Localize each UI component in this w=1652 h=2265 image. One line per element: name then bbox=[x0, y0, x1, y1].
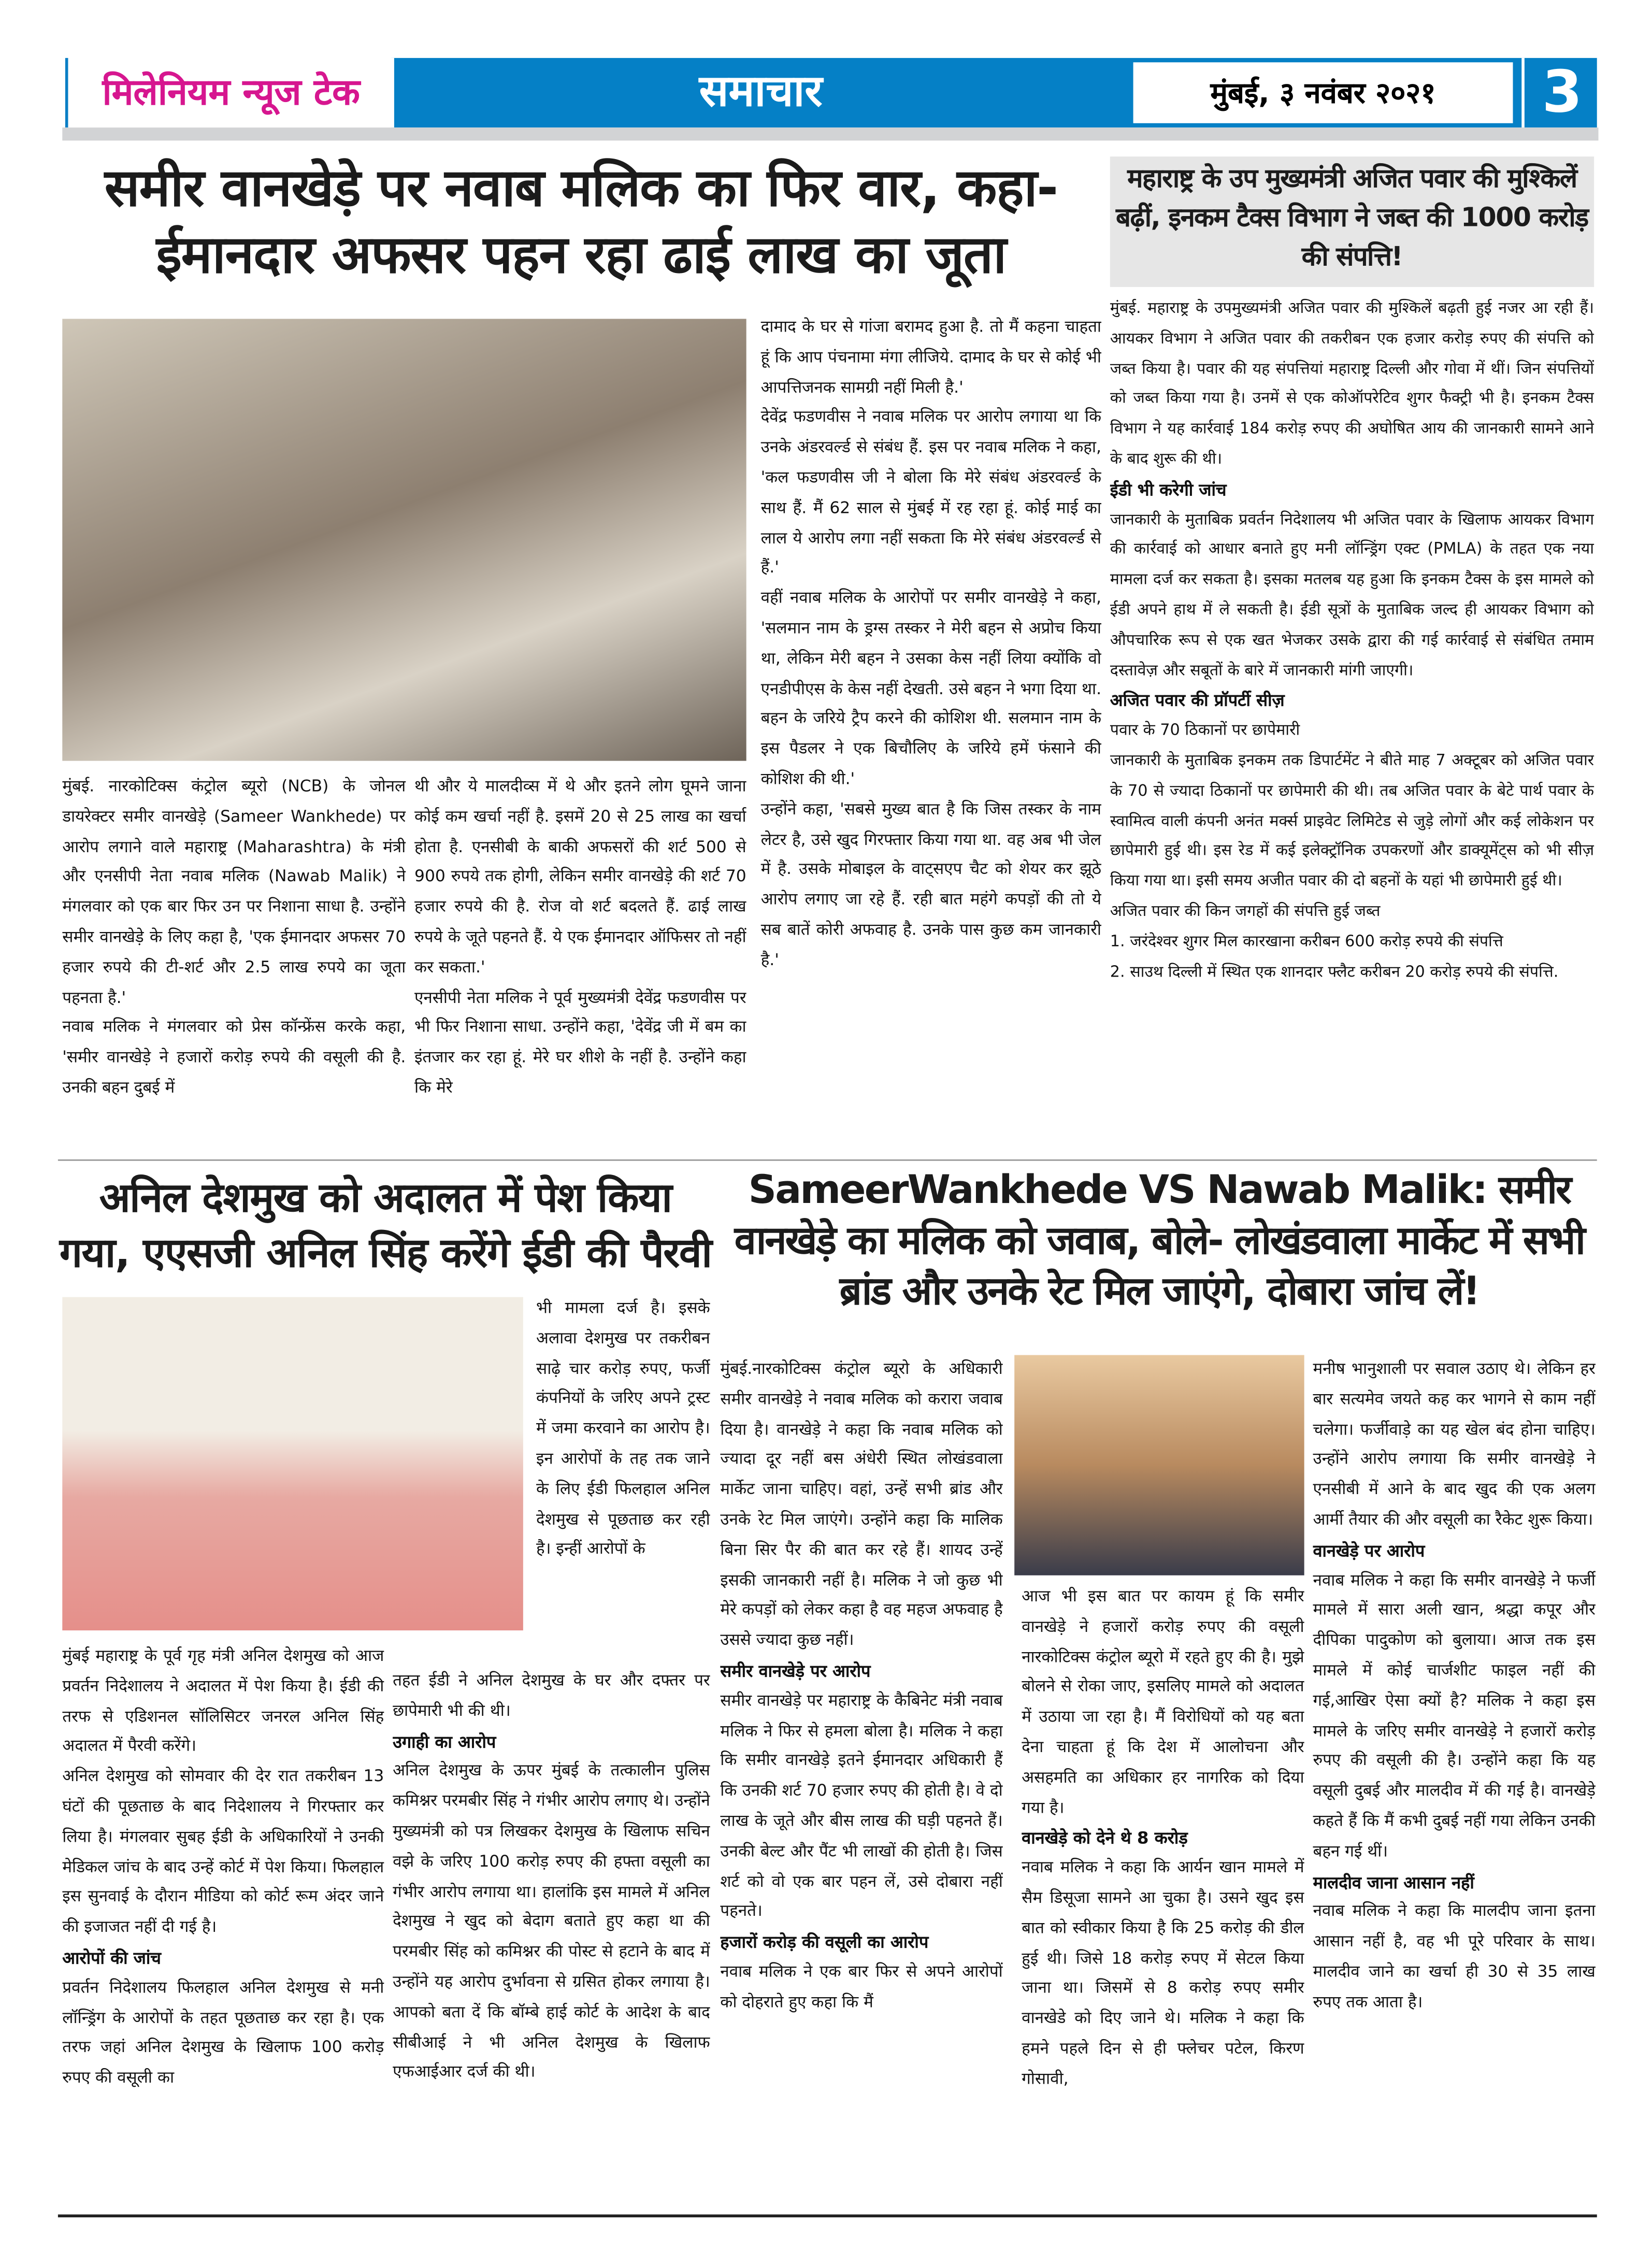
paragraph: पवार के 70 ठिकानों पर छापेमारी bbox=[1110, 720, 1300, 740]
article2-side-column bbox=[536, 1294, 710, 1665]
bottom-rule bbox=[58, 2214, 1597, 2217]
sidebar-headline: महाराष्ट्र के उप मुख्यमंत्री अजित पवार की मुश्किलें बढ़ीं, इनकम टैक्स विभाग ने जब्त की 1000 करोड़ की संपत्ति! bbox=[1110, 156, 1594, 287]
page-number: 3 bbox=[1521, 58, 1600, 127]
paragraph: मुंबई. महाराष्ट्र के उपमुख्यमंत्री अजित पवार की मुश्किलें बढ़ती हुई नजर आ रही हैं। आयकर विभाग ने अजित पवार की तकरीबन एक हजार करोड़ रुपए की संपत्ति को जब्त किया है। पवार की यह संपत्तियां महाराष्ट्र दिल्ली और गोवा में थीं। जिन संपत्तियों को जब्त किया गया है। उनमें से एक कोऑपरेटिव शुगर फैक्ट्री भी है। इनकम टैक्स विभाग ने यह कार्रवाई 184 करोड़ रुपए की अघोषित आय की जानकारी सामने आने के बाद शुरू की थी। bbox=[1110, 298, 1594, 468]
article1-column-3 bbox=[761, 313, 1101, 1156]
subheading: उगाही का आरोप bbox=[393, 1731, 496, 1752]
paragraph: प्रवर्तन निदेशालय फिलहाल अनिल देशमुख से मनी लॉन्ड्रिंग के आरोपों के तहत पूछताछ कर रहा है। एक तरफ जहां अनिल देशमुख के खिलाफ 100 करोड़ रुपए की वसूली का bbox=[62, 1977, 384, 2087]
paragraph: आज भी इस बात पर कायम हूं कि समीर वानखेड़े ने हजारों करोड़ रुपए की वसूली नारकोटिक्स कंट्रोल ब्यूरो में रहते हुए की है। मुझे बोलने से रोका जाए, इसलिए मामले को अदालत में उठाया जा रहा है। मैं विरोधियों को यह बता देना चाहता हूं कि देश में आलोचना और असहमति का अधिकार हर नागरिक को दिया गया है। bbox=[1022, 1587, 1304, 1817]
paragraph: 2. साउथ दिल्ली में स्थित एक शानदार फ्लैट करीबन 20 करोड़ रुपये की संपत्ति. bbox=[1110, 962, 1559, 981]
paragraph: मुंबई. नारकोटिक्स कंट्रोल ब्यूरो (NCB) के जोनल डायरेक्टर समीर वानखेड़े (Sameer Wankhede) पर आरोप लगाने वाले महाराष्ट्र (Maharashtra) के मंत्री और एनसीपी नेता नवाब मलिक (Nawab Malik) ने मंगलवार को एक बार फिर उन पर निशाना साधा है. उन्होंने समीर वानखेड़े के लिए कहा है, 'एक ईमानदार अफसर 70 हजार रुपये की टी-शर्ट और 2.5 लाख रुपये का जूता पहनता है.' bbox=[62, 777, 406, 1007]
paragraph: नवाब मलिक ने कहा कि मालदीप जाना इतना आसान नहीं है, वह भी पूरे परिवार के साथ। मालदीव जाने का खर्चा ही 30 से 35 लाख रुपए तक आता है। bbox=[1313, 1902, 1596, 2012]
article3-headline: SameerWankhede VS Nawab Malik: समीर वानखेड़े का मलिक को जवाब, बोले- लोखंडवाला मार्केट में सभी ब्रांड और उनके रेट मिल जाएंगे, दोबारा जांच लें! bbox=[734, 1168, 1585, 1315]
section-title: समाचार bbox=[699, 66, 823, 118]
paragraph: मनीष भानुशाली पर सवाल उठाए थे। लेकिन हर बार सत्यमेव जयते कह कर भागने से काम नहीं चलेगा। फर्जीवाड़े का यह खेल बंद होना चाहिए। उन्होंने आरोप लगाया कि समीर वानखेड़े ने एनसीबी में आने के बाद खुद की एक अलग आर्मी तैयार की और वसूली का रैकेट शुरू किया। bbox=[1313, 1359, 1596, 1529]
article3-column-3 bbox=[1313, 1355, 1595, 2210]
article2-photo bbox=[62, 1297, 523, 1630]
article1-column-1 bbox=[62, 772, 406, 1152]
article3-column-1 bbox=[720, 1355, 1002, 2210]
section-divider bbox=[58, 1159, 1597, 1161]
subheading: वानखेड़े पर आरोप bbox=[1313, 1540, 1425, 1561]
paragraph: अनिल देशमुख के ऊपर मुंबई के तत्कालीन पुलिस कमिश्नर परमबीर सिंह ने गंभीर आरोप लगाए थे। उन्होंने मुख्यमंत्री को पत्र लिखकर देशमुख के खिलाफ सचिन वझे के जरिए 100 करोड़ रुपए की हफ्ता वसूली का गंभीर आरोप लगाया था। हालांकि इस मामले में अनिल देशमुख ने खुद को बेदाग बताते हुए कहा था की परमबीर सिंह को कमिश्नर की पोस्ट से हटाने के बाद में उन्होंने यह आरोप दुर्भावना से ग्रसित होकर लगाया है। आपको बता दें कि बॉम्बे हाई कोर्ट के आदेश के बाद सीबीआई ने भी अनिल देशमुख के खिलाफ एफआईआर दर्ज की थी। bbox=[393, 1761, 710, 2082]
paragraph: भी मामला दर्ज है। इसके अलावा देशमुख पर तकरीबन साढ़े चार करोड़ रुपए, फर्जी कंपनियों के जरिए अपने ट्रस्ट में जमा करवाने का आरोप है। इन आरोपों के तह तक जाने के लिए ईडी फिलहाल अनिल देशमुख से पूछताछ कर रही है। इन्हीं आरोपों के bbox=[536, 1298, 710, 1559]
paragraph: मुंबई महाराष्ट्र के पूर्व गृह मंत्री अनिल देशमुख को आज प्रवर्तन निदेशालय ने अदालत में पेश किया है। ईडी की तरफ से एडिशनल सॉलिसिटर जनरल अनिल सिंह अदालत में पैरवी करेंगे। bbox=[62, 1646, 384, 1756]
paragraph: उन्होंने कहा, 'सबसे मुख्य बात है कि जिस तस्कर के नाम लेटर है, उसे खुद गिरफ्तार किया गया था. वह अब भी जेल में है. उसके मोबाइल के वाट्सएप चैट को शेयर कर झूठे आरोप लगाए जा रहे हैं. रही बात महंगे कपड़ों की तो ये सब बातें कोरी अफवाह है. उनके पास कुछ कम जानकारी है.' bbox=[760, 799, 1102, 969]
article1-photo bbox=[62, 319, 746, 761]
issue-date: मुंबई, ३ नवंबर २०२१ bbox=[1133, 62, 1513, 123]
subheading: समीर वानखेड़े पर आरोप bbox=[720, 1660, 871, 1681]
article2-column-1 bbox=[62, 1642, 384, 2210]
paragraph: समीर वानखेड़े पर महाराष्ट्र के कैबिनेट मंत्री नवाब मलिक ने फिर से हमला बोला है। मलिक ने कहा कि समीर वानखेड़े इतने ईमानदार अधिकारी हैं कि उनकी शर्ट 70 हजार रुपए की होती है। वे दो लाख के जूते और बीस लाख की घड़ी पहनते हैं। उनकी बेल्ट और पैंट भी लाखों की होती है। जिस शर्ट को वो एक बार पहन लें, उसे दोबारा नहीं पहनते। bbox=[720, 1690, 1003, 1921]
paragraph: नवाब मलिक ने मंगलवार को प्रेस कॉन्फ्रेंस करके कहा, 'समीर वानखेड़े ने हजारों करोड़ रुपये की वसूली की है. उनकी बहन दुबई में bbox=[62, 1017, 406, 1097]
paragraph: थी और ये मालदीव्स में थे और इतने लोग घूमने जाना कोई कम खर्चा नहीं है. इसमें 20 से 25 लाख का खर्चा होता है. एनसीबी के बाकी अफसरों की शर्ट 500 से 900 रुपये तक होगी, लेकिन समीर वानखेड़े की शर्ट 70 हजार रुपये की है. रोज वो शर्ट बदलते हैं. ढाई लाख रुपये के जूते पहनते हैं. ये एक ईमानदार ऑफिसर तो नहीं कर सकता.' bbox=[414, 777, 746, 977]
article2-column-2 bbox=[393, 1667, 710, 2210]
article3-column-2 bbox=[1022, 1583, 1304, 2210]
subheading: मालदीव जाना आसान नहीं bbox=[1313, 1871, 1474, 1893]
subheading: ईडी भी करेगी जांच bbox=[1110, 479, 1227, 500]
sidebar-body bbox=[1110, 294, 1594, 1156]
subheading: अजित पवार की प्रॉपर्टी सीज़ bbox=[1110, 690, 1285, 711]
paragraph: 1. जरंदेश्वर शुगर मिल कारखाना करीबन 600 करोड़ रुपये की संपत्ति bbox=[1110, 931, 1503, 951]
newspaper-logo: मिलेनियम न्यूज टेक bbox=[65, 58, 394, 127]
paragraph: देवेंद्र फडणवीस ने नवाब मलिक पर आरोप लगाया था कि उनके अंडरवर्ल्ड से संबंध हैं. इस पर नवाब मलिक ने कहा, 'कल फडणवीस जी ने बोला कि मेरे संबंध अंडरवर्ल्ड के साथ हैं. मैं 62 साल से मुंबई में रह रहा हूं. कोई माई का लाल ये आरोप लगा नहीं सकता कि मेरे संबंध अंडरवर्ल्ड से हैं.' bbox=[760, 408, 1102, 578]
subheading: आरोपों की जांच bbox=[62, 1947, 161, 1968]
paragraph: अनिल देशमुख को सोमवार की देर रात तकरीबन 13 घंटों की पूछताछ के बाद निदेशालय ने गिरफ्तार कर लिया है। मंगलवार सुबह ईडी के अधिकारियों ने उनकी मेडिकल जांच के बाद उन्हें कोर्ट में पेश किया। फिलहाल इस सुनवाई के दौरान मीडिया को कोर्ट रूम अंदर जाने की इजाजत नहीं दी गई है। bbox=[62, 1767, 384, 1937]
paragraph: एनसीपी नेता मलिक ने पूर्व मुख्यमंत्री देवेंद्र फडणवीस पर भी फिर निशाना साधा. उन्होंने कहा, 'देवेंद्र जी में बम का इंतजार कर रहा हूं. मेरे घर शीशे के नहीं है. उन्होंने कहा कि मेरे bbox=[414, 987, 746, 1097]
paragraph: नवाब मलिक ने कहा कि आर्यन खान मामले में सैम डिसूजा सामने आ चुका है। उसने खुद इस बात को स्वीकार किया है कि 25 करोड़ की डील हुई थी। जिसे 18 करोड़ रुपए में सेटल किया जाना था। जिसमें से 8 करोड़ रुपए समीर वानखेडे को दिए जाने थे। मलिक ने कहा कि हमने पहले दिन से ही फ्लेचर पटेल, किरण गोसावी, bbox=[1022, 1858, 1304, 2088]
masthead-divider bbox=[62, 127, 1598, 140]
paragraph: जानकारी के मुताबिक इनकम तक डिपार्टमेंट ने बीते माह 7 अक्टूबर को अजित पवार के 70 से ज्यादा ठिकानों पर छापेमारी की थी। तब अजित पवार के बेटे पार्थ पवार के स्वामित्व वाली कंपनी अनंत मर्क्स प्राइवेट लिमिटेड से जुड़े लोगों और कई लोकेशन पर छापेमारी हुई थी। इस रेड में कई इलेक्ट्रॉनिक उपकरणों और डाक्यूमेंट्स को भी सीज़ किया गया था। इसी समय अजीत पवार की दो बहनों के यहां भी छापेमारी हुई थी। bbox=[1110, 750, 1594, 890]
paragraph: नवाब मलिक ने कहा कि समीर वानखेड़े ने फर्जी मामले में सारा अली खान, श्रद्धा कपूर और दीपिका पादुकोण को बुलाया। आज तक इस मामले में कोई चार्जशीट फाइल नहीं की गई,आखिर ऐसा क्यों है? मलिक ने कहा इस मामले के जरिए समीर वानखेड़े ने हजारों करोड़ रुपए की वसूली की है। उन्होंने कहा कि यह वसूली दुबई और मालदीव में की गई है। वानखेड़े कहते हैं कि मैं कभी दुबई नहीं गया लेकिन उनकी बहन गई थीं। bbox=[1313, 1570, 1596, 1861]
article1-headline: समीर वानखेड़े पर नवाब मलिक का फिर वार, कहा- ईमानदार अफसर पहन रहा ढाई लाख का जूता bbox=[104, 159, 1058, 286]
paragraph: नवाब मलिक ने एक बार फिर से अपने आरोपों को दोहराते हुए कहा कि मैं bbox=[720, 1962, 1003, 2012]
paragraph: तहत ईडी ने अनिल देशमुख के घर और दफ्तर पर छापेमारी भी की थी। bbox=[393, 1671, 710, 1720]
article1-column-2 bbox=[414, 772, 746, 1152]
subheading: हजारों करोड़ की वसूली का आरोप bbox=[720, 1932, 929, 1953]
subheading: वानखेड़े को देने थे 8 करोड़ bbox=[1022, 1828, 1188, 1848]
paragraph: मुंबई.नारकोटिक्स कंट्रोल ब्यूरो के अधिकारी समीर वानखेड़े ने नवाब मलिक को करारा जवाब दिया है। वानखेड़े ने कहा कि नवाब मलिक को ज्यादा दूर नहीं बस अंधेरी स्थित लोखंडवाला मार्केट जाना चाहिए। वहां, उन्हें सभी ब्रांड और उनके रेट मिल जाएंगे। उन्होंने कहा कि मालिक बिना सिर पैर की बात कर रहे हैं। शायद उन्हें इसकी जानकारी नहीं है। मलिक ने जो कुछ भी मेरे कपड़ों को लेकर कहा है वह महज अफवाह है उससे ज्यादा कुछ नहीं। bbox=[720, 1359, 1003, 1650]
paragraph: अजित पवार की किन जगहों की संपत्ति हुई जब्त bbox=[1110, 901, 1381, 921]
paragraph: जानकारी के मुताबिक प्रवर्तन निदेशालय भी अजित पवार के खिलाफ आयकर विभाग की कार्रवाई को आधार बनाते हुए मनी लॉन्ड्रिंग एक्ट (PMLA) के तहत एक नया मामला दर्ज कर सकता है। इसका मतलब यह हुआ कि इनकम टैक्स के इस मामले को ईडी अपने हाथ में ले सकती है। ईडी सूत्रों के मुताबिक जल्द ही आयकर विभाग को औपचारिक रूप से एक खत भेजकर उसके द्वारा की गई कार्रवाई से संबंधित तमाम दस्तावेज़ और सबूतों के बारे में जानकारी मांगी जाएगी। bbox=[1110, 509, 1594, 679]
article2-headline: अनिल देशमुख को अदालत में पेश किया गया, एएसजी अनिल सिंह करेंगे ईडी की पैरवी bbox=[59, 1173, 712, 1277]
paragraph: दामाद के घर से गांजा बरामद हुआ है. तो मैं कहना चाहता हूं कि आप पंचनामा मंगा लीजिये. दामाद के घर से कोई भी आपत्तिजनक सामग्री नहीं मिली है.' bbox=[760, 317, 1102, 397]
article3-photo bbox=[1014, 1355, 1304, 1575]
paragraph: वहीं नवाब मलिक के आरोपों पर समीर वानखेड़े ने कहा, 'सलमान नाम के ड्रग्स तस्कर ने मेरी बहन से अप्रोच किया था, लेकिन मेरी बहन ने उसका केस नहीं लिया क्योंकि वो एनडीपीएस के केस नहीं देखती. उसे बहन ने भगा दिया था. बहन के जरिये ट्रैप करने की कोशिश थी. सलमान नाम के इस पैडलर ने एक बिचौलिए के जरिये हमें फंसाने की कोशिश की थी.' bbox=[760, 589, 1102, 789]
